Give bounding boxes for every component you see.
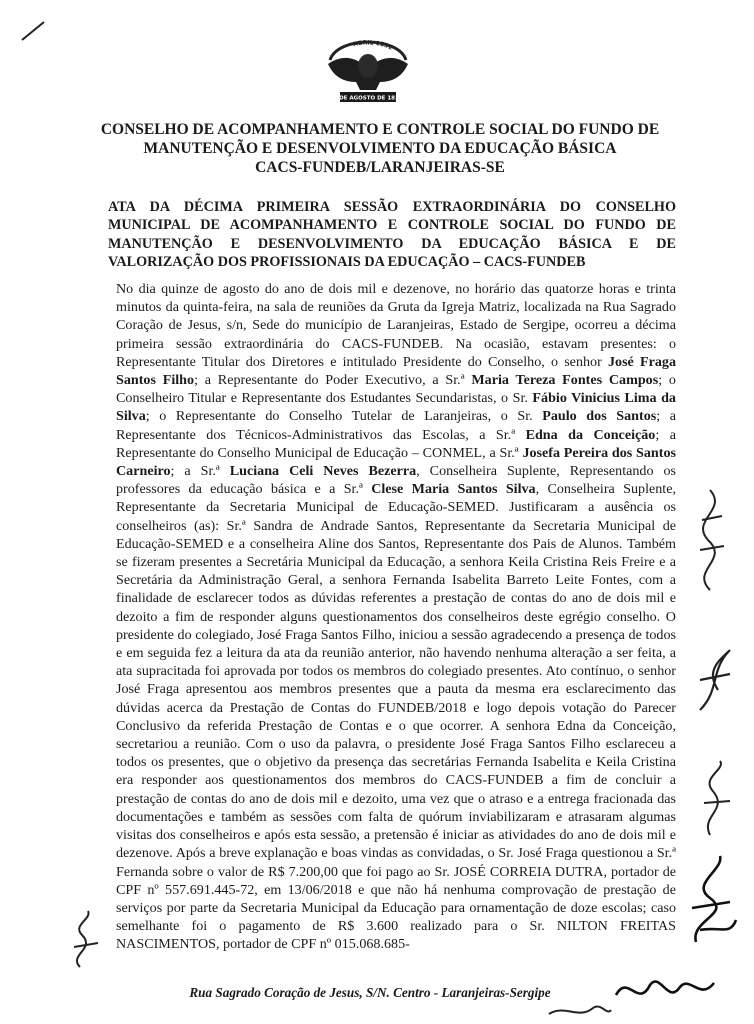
body-text-segment: ; a Representante do Poder Executivo, a Sr.ª: [194, 372, 472, 389]
body-text-segment: , Conselheira Suplente, Representante da Secretaria Municipal de Educação-SEMED. Justificaram a ausência os conselheiros (as): Sr.ª Sandra de Andrade Santos, Representante da Secretaria Municipal de Educação-SEMED e a conselheira Aline dos Santos, Representante dos Pais de Alunos. Também se fizeram presentes a Secretária Municipal da Educação, a senhora Keila Cristina Reis Freire e a Secretária da Administração Geral, a senhora Fernanda Isabelita Barreto Leite Fontes, com a finalidade de esclarecer todos as dúvidas referentes a prestação de contas do ano de dois mil e dezoito a fim de responder alguns questionamentos dos conselheiros deste egrégio conselho. O presidente do colegiado, José Fraga Santos Filho, iniciou a sessão agradecendo a presença de todos e em seguida fez a leitura da ata da reunião anterior, não havendo nenhuma alteração a ser feita, a ata supracitada foi aprovada por todos os membros do colegiado presentes. Ato contínuo, o senhor José Fraga apresentou aos membros presentes que a pauta da mesma era esclarecimento das dúvidas acerca da Prestação de Contas do FUNDEB/2018 e logo depois votação do Parecer Conclusivo da referida Prestação de Contas e o que ocorrer. A senhora Edna da Conceição, secretariou a reunião. Com o uso da palavra, o presidente José Fraga Santos Filho esclareceu a todos os presentes, que o objetivo da presença das secretárias Fernanda Isabelita e Keila Cristina era responder aos questionamentos dos membros do CACS-FUNDEB a fim de concluir a prestação de contas do ano de dois mil e dezoito, uma vez que o atraso e a entrega fracionada das documentações e também as sessões com falta de quórum inviabilizaram e atrasaram algumas visitas dos conselheiros e após esta sessão, a pretensão é iniciar as atividades do ano de dois mil e dezenove. Após a breve explanação e boas vindas as convidadas, o Sr. José Fraga questionou a Sr.ª Fernanda sobre o valor de R$ 7.200,00 que foi pago ao Sr. JOSÉ CORREIA DUTRA, portador de CPF nº 557.691.445-72, em 13/06/2018 e que não há nenhuma comprovação de prestação de serviços por parte da Secretaria Municipal da Educação para ornamentação de doze escolas; caso semelhante foi o pagamento de R$ 3.600 realizado para o Sr. NILTON FREITAS NASCIMENTOS, portador de CPF nº 015.068.685-: [116, 481, 676, 953]
margin-initials-left: [60, 905, 110, 975]
attendee-name: Fábio Vinicius Lima da Silva: [116, 390, 676, 425]
bottom-signature: [610, 965, 720, 1015]
footer-address: Rua Sagrado Coração de Jesus, S/N. Centro - Laranjeiras-Sergipe: [189, 985, 551, 1000]
emblem-ribbon-text: 7 DE AGOSTO DE 1832: [333, 95, 403, 102]
scan-mark: [0, 0, 60, 50]
attendee-name: Luciana Celi Neves Bezerra: [229, 463, 417, 480]
margin-signature-1: [680, 480, 740, 600]
body-text-segment: ; o Conselheiro Titular e Representante dos Estudantes Secundaristas, o Sr.: [116, 372, 676, 407]
attendee-name: Paulo dos Santos: [542, 408, 657, 425]
municipal-emblem: [318, 30, 418, 108]
minutes-body: [116, 280, 676, 954]
svg-text:ABRIL 1832: [353, 39, 394, 51]
minutes-title: ATA DA DÉCIMA PRIMEIRA SESSÃO EXTRAORDINÁRIA DO CONSELHO MUNICIPAL DE ACOMPANHAMENTO E CONTROLE SOCIAL DO FUNDO DE MANUTENÇÃO E DESENVOLVIMENTO DA EDUCAÇÃO BÁSICA E DE VALORIZAÇÃO DOS PROFISSIONAIS DA EDUCAÇÃO – CACS-FUNDEB: [108, 199, 676, 270]
margin-signature-2: [690, 630, 740, 720]
body-text-segment: No dia quinze de agosto do ano de dois mil e dezenove, no horário das quatorze horas e trinta minutos da quinta-feira, na sala de reuniões da Gruta da Igreja Matriz, localizada na Rua Sagrado Coração de Jesus, s/n, Sede do município de Laranjeiras, Estado de Sergipe, ocorreu a décima primeira sessão extraordinária do CACS-FUNDEB. Na ocasião, estavam presentes: o Representante Titular dos Diretores e intitulado Presidente do Conselho, o senhor: [116, 281, 676, 370]
header-line-2: MANUTENÇÃO E DESENVOLVIMENTO DA EDUCAÇÃO BÁSICA: [143, 140, 617, 157]
header-line-3: CACS-FUNDEB/LARANJEIRAS-SE: [255, 159, 505, 176]
attendee-name: Edna da Conceição: [525, 426, 656, 443]
attendee-name: Clese Maria Santos Silva: [371, 481, 536, 498]
body-text-segment: ; o Representante do Conselho Tutelar de Laranjeiras, o Sr.: [145, 408, 543, 425]
margin-signature-3: [690, 755, 740, 845]
emblem-top-text: ABRIL 1832: [352, 39, 394, 52]
margin-signature-4: [680, 850, 744, 950]
body-text-segment: ; a Sr.ª: [170, 463, 230, 480]
attendee-name: Josefa Pereira dos Santos Carneiro: [116, 444, 676, 480]
council-header: [100, 120, 660, 177]
body-text-segment: , Conselheira Suplente, Representando os professores da educação básica e a Sr.ª: [116, 463, 677, 498]
attendee-name: Maria Tereza Fontes Campos: [471, 372, 659, 389]
attendee-name: José Fraga Santos Filho: [116, 353, 676, 389]
header-line-1: CONSELHO DE ACOMPANHAMENTO E CONTROLE SOCIAL DO FUNDO DE: [100, 121, 660, 138]
body-text-segment: ; a Representante do Conselho Municipal de Educação – CONMEL, a Sr.ª: [116, 426, 676, 461]
body-text-segment: ; a Representante dos Técnicos-Administrativos das Escolas, a Sr.ª: [116, 408, 676, 443]
bottom-initials: [545, 1000, 615, 1022]
